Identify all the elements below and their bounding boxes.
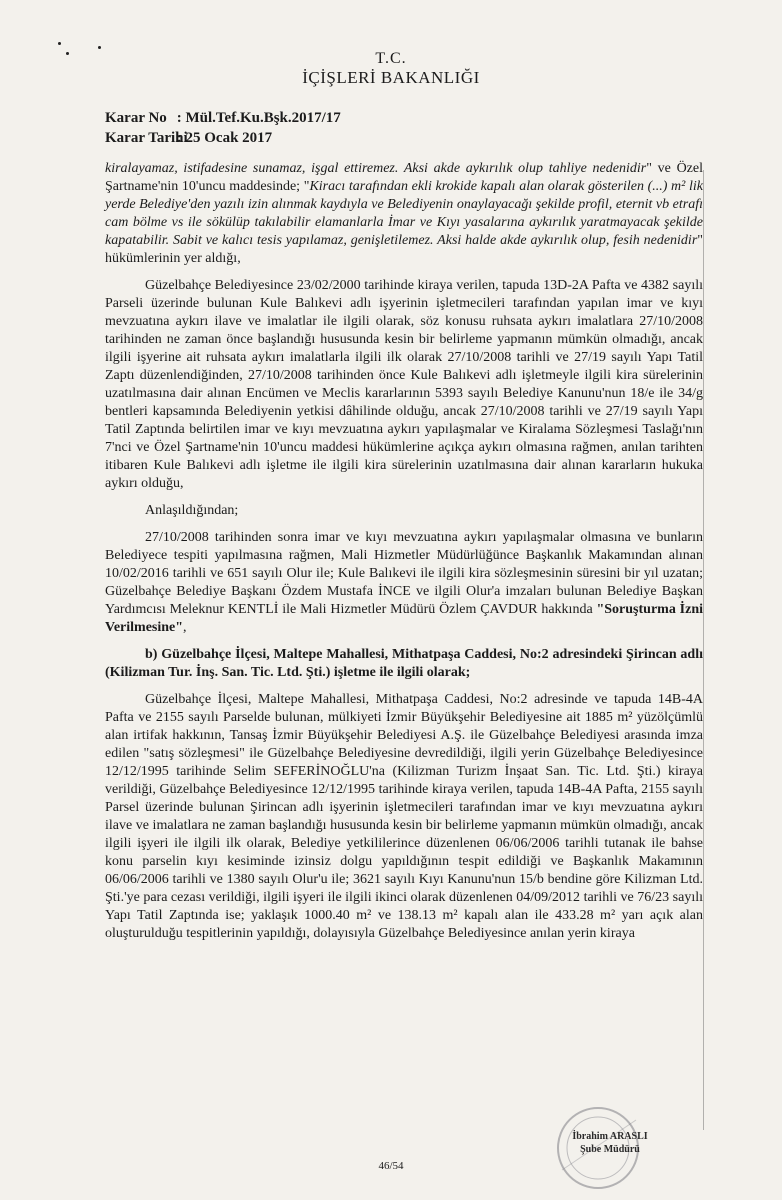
scan-mark — [98, 46, 101, 49]
paragraph-1-part-3: Kiracı tarafından ekli krokide kapalı alan olarak gösterilen (...) m² lik yerde Belediye'den yazılı izin alınmak kaydıyla ve Belediyenin onaylayacağı şekilde profil, eternit vb etrafı cam bölme vs ile sökülüp takılabilir elamanlarla İmar ve Kıyı yasalarına aykırılık yaratmayacak şekilde kapatabilir. Sabit ve kalıcı tesis yapılamaz, genişletilemez. Aksi halde akde aykırılık olup, fesih nedenidir — [105, 179, 703, 248]
section-heading-b: b) Güzelbahçe İlçesi, Maltepe Mahallesi, Mithatpaşa Caddesi, No:2 adresindeki Şirincan adlı (Kilizman Tur. İnş. San. Tic. Ltd. Şti.) işletme ile ilgili olarak; — [105, 647, 703, 680]
paragraph-1-part-1: kiralayamaz, istifadesine sunamaz, işgal ettiremez. Aksi akde aykırılık olup tahliye nedenidir — [105, 161, 647, 176]
karar-no-value: : Mül.Tef.Ku.Bşk.2017/17 — [176, 110, 341, 126]
karar-tarihi-label: Karar Tarihi — [105, 130, 188, 146]
scan-mark — [58, 42, 61, 45]
signature-name: İbrahim ARASLI — [572, 1131, 648, 1142]
signature-title: Şube Müdürü — [580, 1144, 640, 1155]
page-number: 46/54 — [378, 1160, 404, 1172]
paragraph-4-text: 27/10/2008 tarihinden sonra imar ve kıyı mevzuatına aykırı yapılaşmalar olmasına ve bunların Belediyece tespiti yapılmasına rağmen, Mali Hizmetler Müdürlüğünce Başkanlık Makamından alınan 10/02/2016 tarihli ve 651 sayılı Olur ile; Kule Balıkevi ile ilgili kira sözleşmesinin süresini bir yıl uzatan; Güzelbahçe Belediye Başkanı Özdem Mustafa İNCE ve ilgili Olur'a imzaları bulunan Belediye Başkan Yardımcısı Meleknur KENTLİ ile Mali Hizmetler Müdürü Özlem ÇAVDUR hakkında — [105, 530, 703, 617]
paragraph-1-part-4: " hükümlerinin yer aldığı, — [105, 233, 703, 266]
karar-no-label: Karar No — [105, 110, 167, 126]
paragraph-2: Güzelbahçe Belediyesince 23/02/2000 tarihinde kiraya verilen, tapuda 13D-2A Pafta ve 4382 sayılı Parseli üzerinde bulunan Kule Balıkevi adlı işyerinin işletmecileri tarafından yapılan imar ve kıyı mevzuatına aykırı ilave ve imalatlar ile ilgili olarak, söz konusu ruhsata aykırı imalatlara 27/10/2008 tarihinden ne zaman önce başlandığı hususunda kesin bir belirleme yapmanın mümkün olmadığı, ancak ilgili işyerine ait ruhsata aykırı imalatlarla ilgili ilk olarak 27/10/2008 tarihli ve 27/19 sayılı Yapı Tatil Zaptı düzenlendiğinden, 27/10/2008 tarihinden önce Kule Balıkevi adlı işletmeyle ilgili kira sürelerinin uzatılmasına dair alınan Encümen ve Meclis kararlarının 5393 sayılı Belediye Kanunu'nun 18/e ile 34/g bentleri kapsamında Belediyenin yetkisi dâhilinde olduğu, ancak 27/10/2008 tarihli ve 27/19 sayılı Yapı Tatil Zaptında belirtilen imar ve kıyı mevzuatına aykırı yapılaşmalar ve Kiralama Sözleşmesi Taslağı'nın 7'nci ve Özel Şartname'nin 10'uncu maddesi hükümlerine açıkça aykırı olmasına rağmen, anılan tarihten itibaren Kule Balıkevi adlı işletme ile ilgili kira sürelerinin uzatılmasına dair alınan kararların hukuka aykırı olduğu, — [105, 278, 703, 491]
document-body — [105, 160, 703, 952]
header-line-1: T.C. — [375, 50, 407, 67]
paragraph-3: Anlaşıldığından; — [145, 503, 239, 518]
paragraph-4-end: , — [183, 620, 187, 635]
karar-no-row — [105, 110, 341, 127]
paragraph-4 — [105, 529, 703, 637]
signature-block — [540, 1130, 680, 1156]
paragraph-4-decision: "Soruşturma İzni Verilmesine" — [105, 602, 703, 635]
paragraph-1 — [105, 160, 703, 268]
paragraph-5: Güzelbahçe İlçesi, Maltepe Mahallesi, Mithatpaşa Caddesi, No:2 adresinde ve tapuda 14B-4A Pafta ve 2155 sayılı Parselde bulunan, mülkiyeti İzmir Büyükşehir Belediyesine ait 1885 m² yüzölçümlü alan irtifak hakkının, Tansaş İzmir Büyükşehir Belediyesi A.Ş. ile Güzelbahçe Belediyesi arasında imza edilen "satış sözleşmesi" ile Güzelbahçe Belediyesine devredildiği, ilgili yerin Güzelbahçe Belediyesince 12/12/1995 tarihinde Selim SEFERİNOĞLU'na (Kilizman Turizm İnşaat San. Tic. Ltd. Şti.) kiraya verildiği, Güzelbahçe Belediyesince 12/12/1995 tarihinde kiraya verilen, tapuda 14B-4A Pafta, 2155 sayılı Parsel üzerinde bulunan Şirincan adlı işyerinin işletmecileri tarafından imar ve kıyı mevzuatına aykırı ilave ve imalatlara ne zaman başlandığı hususunda kesin bir belirleme yapmanın mümkün olmadığı, ancak ilgili işyeri ile ilgili ilk olarak, Belediye yetkililerince düzenlenen 06/06/2006 tarihli tutanak ile bahse konu parselin kıyı kesiminde izinsiz dolgu yapıldığının tespit edildiği ve Başkanlık Makamının 06/06/2006 tarihli ve 1380 sayılı Olur'u ile; 3621 sayılı Kıyı Kanunu'nun 15/b bendine göre Kilizman Ltd. Şti.'ye para cezası verildiği, ilgili işyeri ile ilgili ikinci olarak düzenlenen 04/09/2012 tarihli ve 76/23 sayılı Yapı Tatil Zaptında ise; yaklaşık 1000.40 m² ve 138.13 m² kapalı alan ile 433.28 m² yarı açık alan oluşturulduğu tespitlerinin yapıldığı, dolayısıyla Güzelbahçe Belediyesince anılan yerin kiraya — [105, 692, 703, 941]
paragraph-1-part-2: " ve Özel Şartname'nin 10'uncu maddesinde; " — [105, 161, 703, 194]
karar-tarihi-row — [105, 130, 272, 147]
karar-tarihi-value: : 25 Ocak 2017 — [176, 130, 273, 146]
scan-edge-line — [703, 170, 704, 1130]
header-ministry-title: İÇİŞLERİ BAKANLIĞI — [302, 68, 480, 87]
